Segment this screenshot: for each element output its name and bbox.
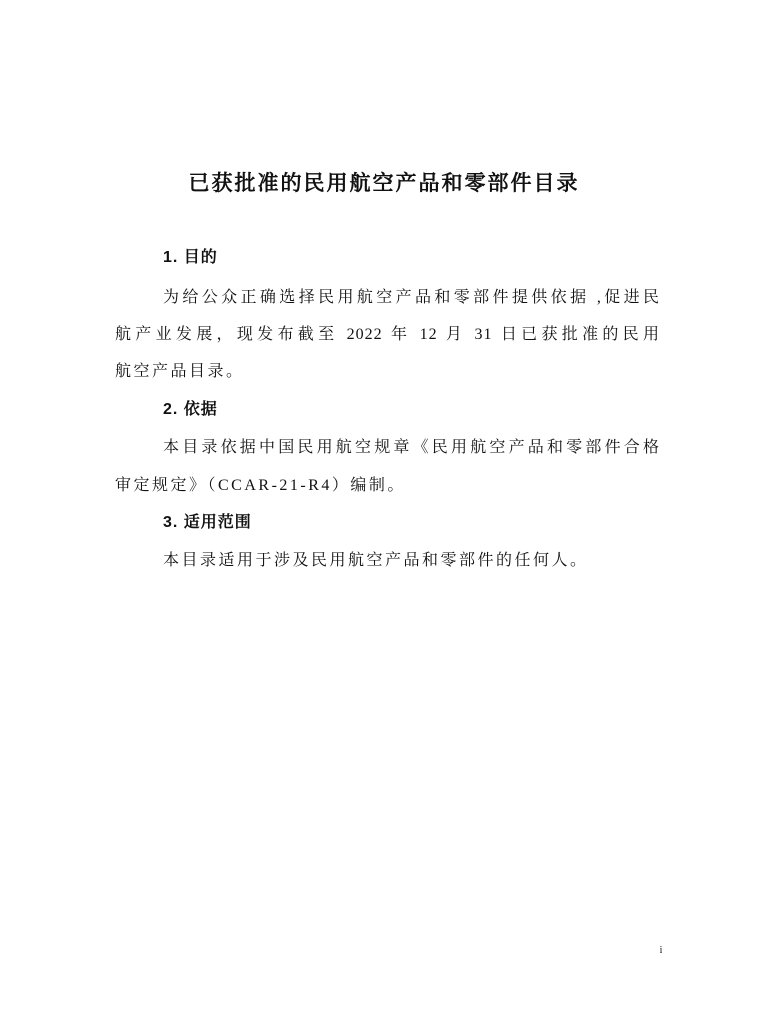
- section-heading-scope: 3. 适用范围: [163, 514, 252, 531]
- paragraph-line: 航空产品目录。: [115, 363, 245, 380]
- section-heading-purpose: 1. 目的: [163, 249, 218, 266]
- paragraph-line: 为给公众正确选择民用航空产品和零部件提供依据 ,促进民: [163, 289, 660, 306]
- section-heading-basis: 2. 依据: [163, 401, 218, 418]
- paragraph-line: 审定规定》（CCAR-21-R4）编制。: [115, 477, 406, 494]
- paragraph-line: 本目录依据中国民用航空规章《民用航空产品和零部件合格: [163, 439, 660, 456]
- document-title: 已获批准的民用航空产品和零部件目录: [188, 172, 580, 195]
- paragraph-line: 航产业发展，现发布截至 2022 年 12 月 31 日已获批准的民用: [115, 326, 660, 343]
- paragraph-line: 本目录适用于涉及民用航空产品和零部件的任何人。: [163, 552, 589, 569]
- page-number: i: [659, 945, 663, 956]
